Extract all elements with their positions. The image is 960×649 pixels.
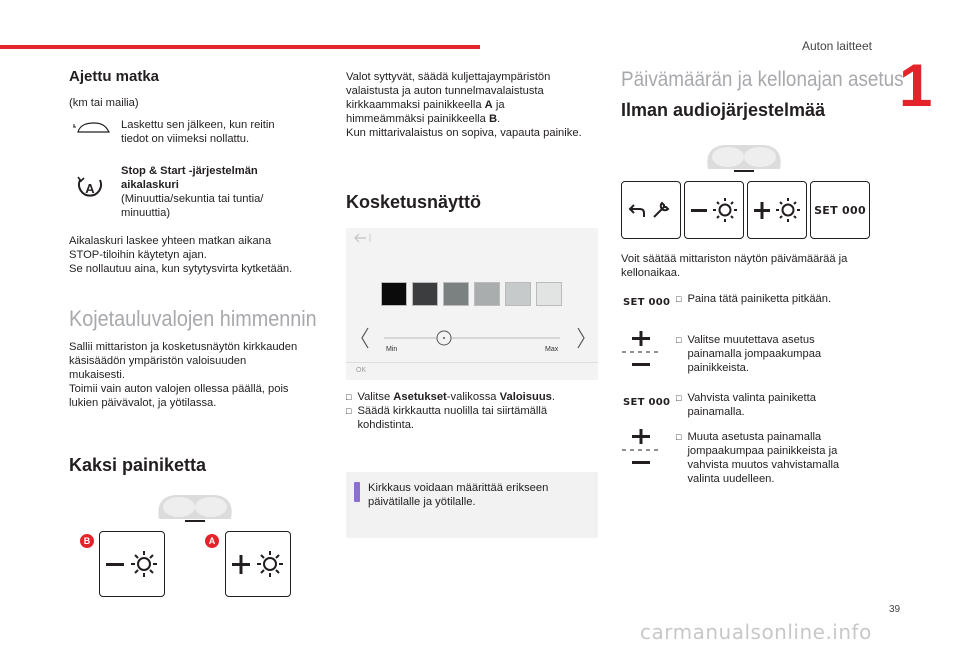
date-time-title: Päivämäärän ja kellonajan asetus xyxy=(621,68,904,91)
plus-sun-icon xyxy=(230,549,286,579)
step-1: □ Paina tätä painiketta pitkään. xyxy=(676,293,832,305)
back-wrench-icon xyxy=(628,197,674,223)
arrow-left-icon xyxy=(362,328,368,348)
swatch-1 xyxy=(381,282,407,306)
section-title: Auton laitteet xyxy=(801,39,872,53)
bullet-1: □ Valitse Asetukset-valikossa Valoisuus. xyxy=(346,391,555,403)
dimmer-text: Sallii mittariston ja kosketusnäytön kirkkauden käsisäädön ympäristön valoisuuden mukaisesti. Toimii vain auton valojen ollessa päällä, pois lukien päivävalot, ja yötilassa. xyxy=(69,341,298,409)
plus-sun-icon-2 xyxy=(752,196,802,224)
swatch-6 xyxy=(536,282,562,306)
bullet-2: □ Säädä kirkkautta nuolilla tai siirtämällä kohdistinta. xyxy=(346,405,548,431)
label-b: B xyxy=(80,534,94,548)
dimmer-title: Kojetauluvalojen himmennin xyxy=(69,306,317,331)
back-settings-button[interactable] xyxy=(621,181,681,239)
step-4: □ Muuta asetusta painamalla jompaakumpaa painikkeista ja vahvista muutos vahvistamalla valinta uudelleen. xyxy=(676,431,840,485)
set-button-label: SET 000 xyxy=(814,203,866,217)
plus-minus-icon-1 xyxy=(621,331,663,373)
page-number: 39 xyxy=(889,604,901,615)
brightness-screen xyxy=(346,228,598,380)
minus-sun-icon xyxy=(104,549,160,579)
dim-up-button[interactable] xyxy=(225,531,291,597)
watermark: carmanualsonline.info xyxy=(640,620,872,644)
minus-sun-icon-2 xyxy=(689,196,739,224)
lights-text: Valot syttyvät, säädä kuljettajaympäristön valaistusta ja auton tunnelmavalaistusta kirkkaammaksi painikkeella A ja himmeämmäksi painikkeella B. Kun mittarivalaistus on sopiva, vapauta painike. xyxy=(346,71,582,139)
ok-button[interactable]: OK xyxy=(356,367,367,374)
svg-text:A: A xyxy=(85,181,95,196)
trip-reset-text: Laskettu sen jälkeen, kun reitin tiedot on viimeksi nollattu. xyxy=(121,119,275,145)
trip-title: Ajettu matka xyxy=(69,68,160,85)
arrow-right-icon xyxy=(578,328,584,348)
tip-text: Kirkkaus voidaan määrittää erikseen päivätilalle ja yötilalle. xyxy=(368,482,549,508)
stop-start-text: Aikalaskuri laskee yhteen matkan aikana STOP-tiloihin käytetyn ajan. Se nollautuu aina, kun sytytysvirta kytketään. xyxy=(69,235,293,275)
info-tip xyxy=(346,472,598,538)
back-arrow-icon[interactable] xyxy=(352,233,372,243)
auto-stop-icon xyxy=(75,172,105,202)
plus-brightness-button[interactable] xyxy=(747,181,807,239)
set-key-icon-1: SET 000 xyxy=(623,297,671,308)
plus-minus-icon-2 xyxy=(621,429,663,471)
minus-brightness-button[interactable] xyxy=(684,181,744,239)
touchscreen-title: Kosketusnäyttö xyxy=(346,192,482,212)
step-3: □ Vahvista valinta painiketta painamalla. xyxy=(676,392,816,418)
set-button[interactable] xyxy=(810,181,870,239)
swatch-5 xyxy=(505,282,531,306)
trip-unit: (km tai mailia) xyxy=(69,97,139,109)
date-intro-text: Voit säätää mittariston näytön päivämäärää ja kellonaikaa. xyxy=(621,253,848,279)
dashboard-illustration-2 xyxy=(702,139,786,175)
swatch-3 xyxy=(443,282,469,306)
swatch-2 xyxy=(412,282,438,306)
stop-start-title: Stop & Start -järjestelmän aikalaskuri xyxy=(121,165,258,191)
set-key-icon-2: SET 000 xyxy=(623,397,671,408)
info-icon xyxy=(354,482,360,502)
dim-down-button[interactable] xyxy=(99,531,165,597)
no-audio-title: Ilman audiojärjestelmää xyxy=(621,100,826,120)
touch-instructions xyxy=(346,390,598,432)
two-buttons-title: Kaksi painiketta xyxy=(69,455,207,475)
stop-start-units: (Minuuttia/sekuntia tai tuntia/ minuuttia) xyxy=(121,193,264,219)
dashboard-illustration xyxy=(153,489,237,525)
chapter-number: 1 xyxy=(899,52,933,119)
swatch-4 xyxy=(474,282,500,306)
slider-min-label: Min xyxy=(386,346,398,353)
header-accent-bar xyxy=(0,45,480,49)
label-a: A xyxy=(205,534,219,548)
slider-max-label: Max xyxy=(545,346,559,353)
car-trip-icon xyxy=(72,120,112,136)
step-2: □ Valitse muutettava asetus painamalla jompaakumpaa painikkeista. xyxy=(676,334,822,374)
